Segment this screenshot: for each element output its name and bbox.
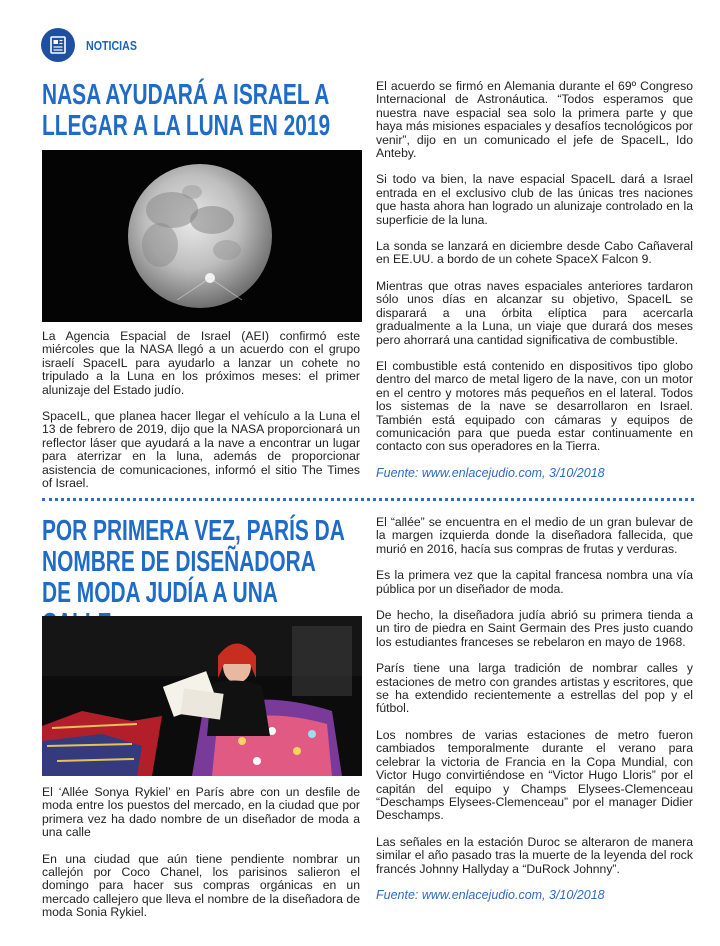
article-2-left-column (42, 786, 360, 933)
article-1-left-column (42, 330, 360, 503)
paragraph: El acuerdo se firmó en Alemania durante el 69º Congreso Internacional de Astronáutica. “Todos esperamos que nuestra nave espacial sea solo la primera parte y que haya más misiones espaciales y desafíos tecnológicos por venir”, dijo en un comunicado el jefe de SpaceIL, Ido Anteby. (376, 79, 693, 161)
section-badge (41, 28, 75, 62)
paragraph: La Agencia Espacial de Israel (AEI) confirmó este miércoles que la NASA llegó a un acuerdo con el grupo israelí SpaceIL para ayudarlo a lanzar un cohete no tripulado a la Luna en los próximos meses: el primer alunizaje del Estado judío. (42, 329, 360, 397)
paragraph: SpaceIL, que planea hacer llegar el vehículo a la Luna el 13 de febrero de 2019, dijo que la NASA proporcionará un reflector láser que ayudará a la nave a encontrar un lugar para aterrizar en la luna, además de proporcionar asistencia de comunicaciones, informó el sitio The Times of Israel. (42, 409, 360, 491)
paragraph: París tiene una larga tradición de nombrar calles y estaciones de metro con grandes artistas y escritores, que se ha extendido recientemente a estrellas del pop y el fútbol. (376, 661, 693, 716)
paragraph: En una ciudad que aún tiene pendiente nombrar un callejón por Coco Chanel, los parisinos salieron el domingo para hacer sus compras orgánicas en un mercado callejero que lleva el nombre de la diseñadora de moda Sonia Rykiel. (42, 851, 360, 920)
article-1-right-column (376, 80, 693, 480)
paragraph: De hecho, la diseñadora judía abrió su primera tienda a un tiro de piedra en Saint Germain des Pres justo cuando los estudiantes franceses se rebelaron en mayo de 1968. (376, 608, 693, 649)
paragraph: El ‘Allée Sonya Rykiel’ en París abre con un desfile de moda entre los puestos del mercado, en la ciudad que por primera vez ha dado nombre de un diseñador de moda a una calle (42, 785, 360, 840)
paragraph: Es la primera vez que la capital francesa nombra una vía pública por un diseñador de moda. (376, 568, 693, 596)
newspaper-icon (41, 28, 75, 62)
article-2-right-column (376, 516, 693, 902)
paragraph: La sonda se lanzará en diciembre desde Cabo Cañaveral en EE.UU. a bordo de un cohete SpaceX Falcon 9. (376, 239, 693, 267)
paragraph: El combustible está contenido en dispositivos tipo globo dentro del marco de metal ligero de la nave, con un motor en el centro y motores más pequeños en el lateral. Todos los sistemas de la nave se desarrollaron en Israel. También está equipado con cámaras y equipos de comunicación para que pueda estar continuamente en contacto con sus operadores en la Tierra. (376, 358, 693, 454)
article-2-source: Fuente: www.enlacejudio.com, 3/10/2018 (376, 887, 605, 902)
article-1-source: Fuente: www.enlacejudio.com, 3/10/2018 (376, 465, 605, 480)
paragraph: Los nombres de varias estaciones de metro fueron cambiados temporalmente durante el verano para celebrar la victoria de Francia en la Copa Mundial, con Victor Hugo convirtiéndose en “Victor Hugo Lloris” por el capitán del equipo y Champs Elysees-Clemenceau “Deschamps Elysees-Clemenceau” por el manager Didier Deschamps. (376, 727, 693, 823)
section-label: NOTICIAS (86, 38, 137, 53)
paragraph: Las señales en la estación Duroc se alteraron de manera similar el año pasado tras la muerte de la leyenda del rock francés Johnny Hallyday a “DuRock Johnny”. (376, 834, 693, 876)
moon-photo (42, 150, 362, 322)
paragraph: Mientras que otras naves espaciales anteriores tardaron sólo unos días en alcanzar su objetivo, SpaceIL se disparará a una órbita elíptica para acercarla gradualmente a la Luna, un viaje que durará dos meses pero ahorrará una cantidad significativa de combustible. (376, 278, 693, 347)
designer-photo (42, 616, 362, 776)
paragraph: El “allée” se encuentra en el medio de un gran bulevar de la margen izquierda donde la diseñadora fallecida, que murió en 2016, hacía sus compras de frutas y verduras. (376, 515, 693, 556)
paragraph: Si todo va bien, la nave espacial SpaceIL dará a Israel entrada en el exclusivo club de las únicas tres naciones que hasta ahora han logrado un alunizaje controlado en la superficie de la luna. (376, 172, 693, 227)
article-2-title: POR PRIMERA VEZ, PARÍS DA NOMBRE DE DISEÑADORA DE MODA JUDÍA A UNA (42, 515, 345, 609)
article-1-title: NASA AYUDARÁ A ISRAEL A LLEGAR A LA LUNA EN 2019 (42, 79, 331, 142)
section-divider (42, 498, 694, 501)
